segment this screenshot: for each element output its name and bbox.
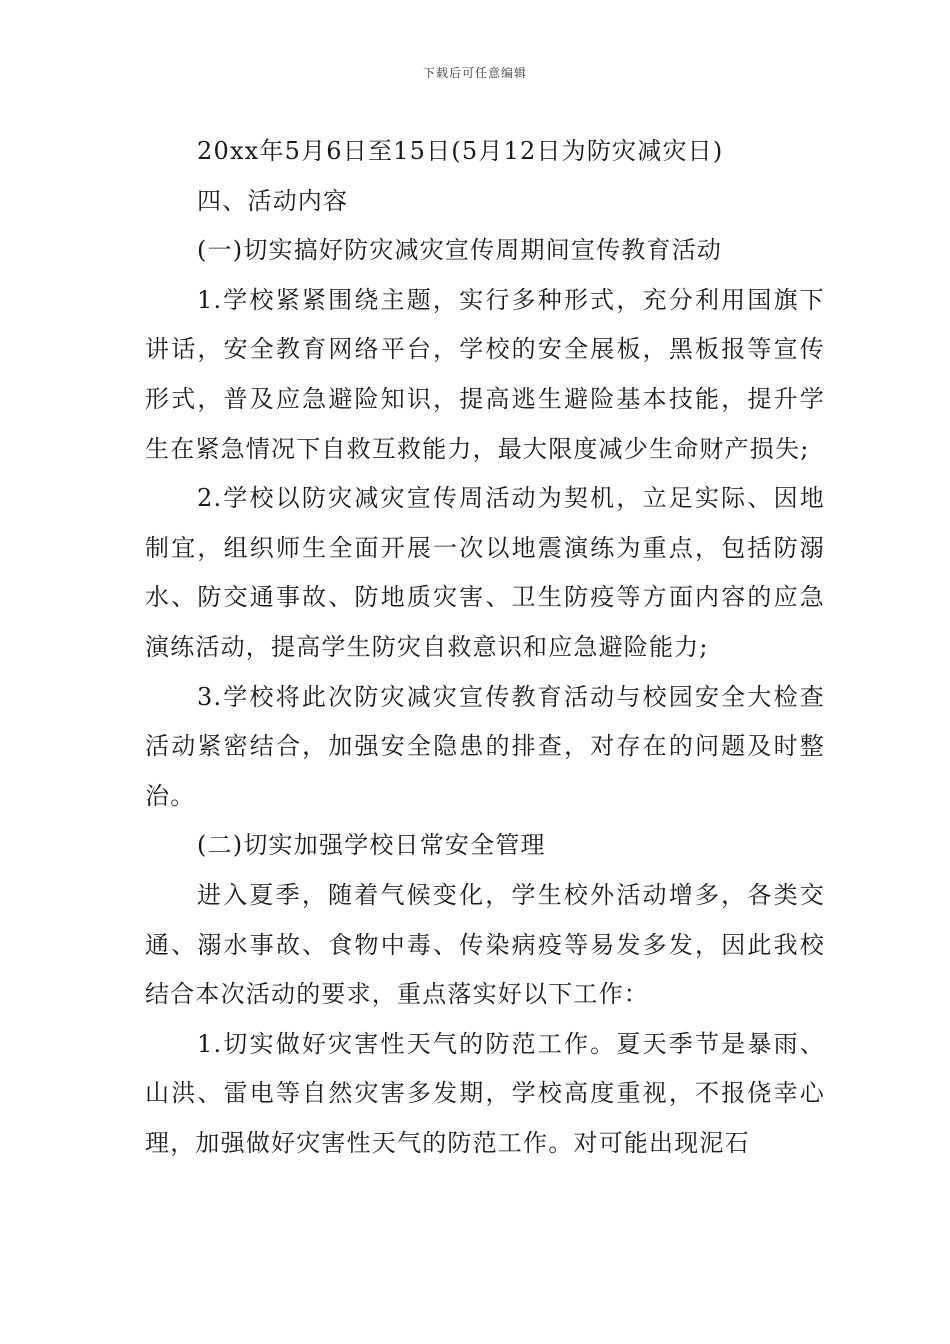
subsection-heading-publicity-week: (一)切实搞好防灾减灾宣传周期间宣传教育活动: [197, 236, 723, 265]
download-note: 下载后可任意编辑: [422, 66, 527, 80]
paragraph-weather-prevention: 1.切实做好灾害性天气的防范工作。夏天季节是暴雨、山洪、雷电等自然灾害多发期，学校高度重视，不报侥幸心理，加强做好灾害性天气的防范工作。对可能出现泥石: [145, 1029, 825, 1157]
paragraph-item-2: 2.学校以防灾减灾宣传周活动为契机，立足实际、因地制宜，组织师生全面开展一次以地震演练为重点，包括防溺水、防交通事故、防地质灾害、卫生防疫等方面内容的应急演练活动，提高学生防灾自救意识和应急避险能力;: [145, 484, 825, 661]
paragraph-summer-intro: 进入夏季，随着气候变化，学生校外活动增多，各类交通、溺水事故、食物中毒、传染病疫等易发多发，因此我校结合本次活动的要求，重点落实好以下工作：: [145, 880, 825, 1009]
subsection-heading-daily-safety: (二)切实加强学校日常安全管理: [197, 831, 546, 860]
document-body: [145, 127, 825, 1168]
activity-date-line: 20xx年5月6日至15日(5月12日为防灾减灾日): [197, 137, 724, 165]
section-heading-activity-content: 四、活动内容: [197, 186, 349, 215]
paragraph-item-3: 3.学校将此次防灾减灾宣传教育活动与校园安全大检查活动紧密结合，加强安全隐患的排查，对存在的问题及时整治。: [145, 682, 825, 810]
paragraph-item-1: 1.学校紧紧围绕主题，实行多种形式，充分利用国旗下讲话，安全教育网络平台，学校的安全展板，黑板报等宣传形式，普及应急避险知识，提高逃生避险基本技能，提升学生在紧急情况下自救互救能力，最大限度减少生命财产损失;: [145, 285, 825, 463]
